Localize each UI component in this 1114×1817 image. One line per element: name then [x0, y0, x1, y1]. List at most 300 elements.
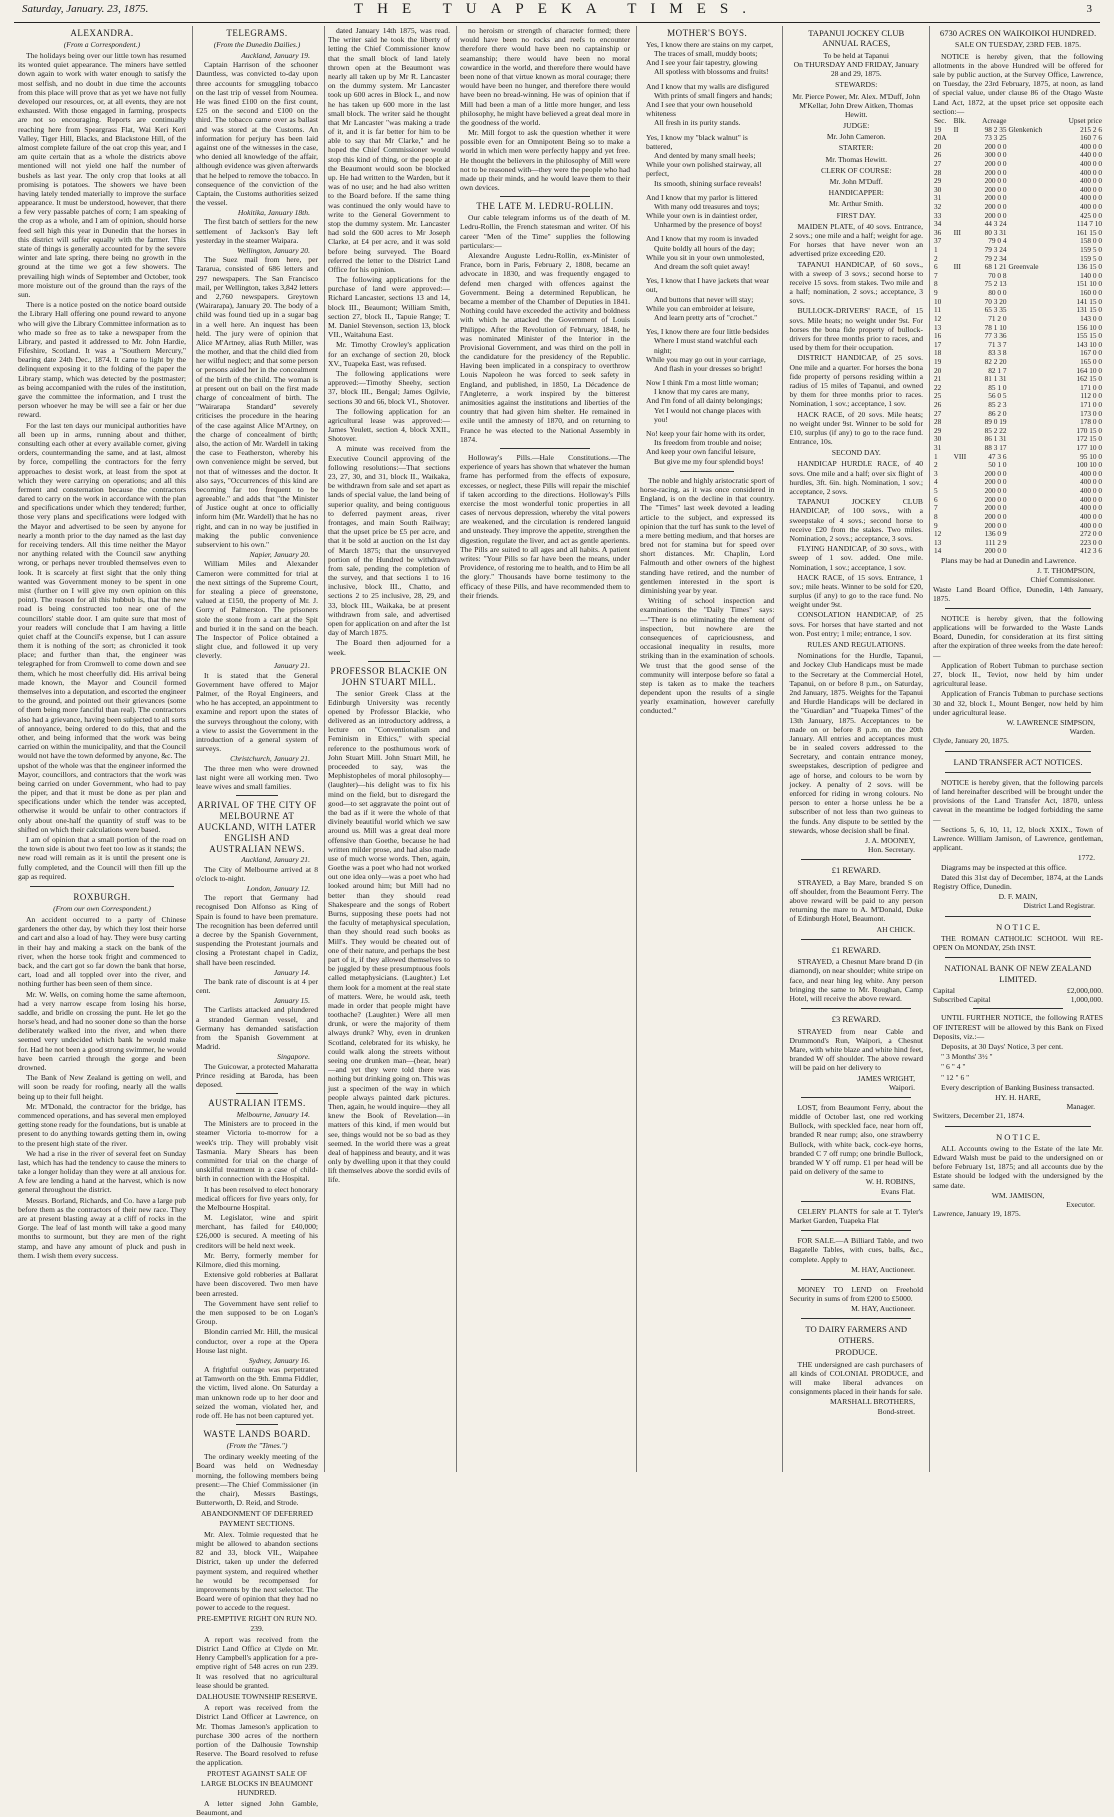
- table-cell: 27: [934, 408, 942, 418]
- divider: [500, 448, 590, 449]
- table-cell: [1007, 453, 1055, 462]
- bank-note: Every description of Banking Business transacted.: [941, 1082, 1095, 1092]
- jockey-club-title: TAPANUI JOCKEY CLUB ANNUAL RACES,: [808, 28, 905, 49]
- table-cell: 400 0 0: [1080, 201, 1102, 211]
- table-cell: 400 0 0: [1080, 468, 1102, 478]
- table-cell: [953, 203, 973, 212]
- table-cell: 200 0 0: [984, 158, 1007, 168]
- table-cell: VIII: [953, 451, 967, 461]
- poem-line: Yes, I know that I have jackets that wear out,: [646, 276, 770, 295]
- paragraph: A minute was received from the Executive Council approving of the following resolutions:—That sections 23, 27, 30, and 31, block II., Waikaka, be withdrawn from sale and set apart as lands of special value, the land being of superior quality, and being contiguous to deferred payment areas, river frontages, and main South Railway; that the upset price be £5 per acre, and that it be sold at auction on the 1st day of March 1875; that the unsurveyed portion of the Hundred be withdrawn from sale, pending the completion of the survey, and that sections 1 to 16 inclusive, block III., Chatto, and sections 2 to 25 inclusive, 28, 29, and 33, block III., Waikaka, be at present withdrawn from sale, and advertised open for application on and after the 1st day of March 1875.: [328, 444, 450, 638]
- table-row: [933, 186, 1103, 195]
- paragraph: Our cable telegram informs us of the death of M. Ledru-Rollin, the French statesman and writer. Of his career "Men of the Time" supplies the following particulars:—: [460, 213, 630, 250]
- table-row: [933, 341, 1103, 350]
- second-day-head: SECOND DAY.: [831, 448, 881, 458]
- table-cell: 11: [934, 305, 942, 315]
- paragraph: Mr. M'Donald, the contractor for the bridge, has commenced operations, and has several men employed getting stone ready for the foundations, but is unable at present to do anything towards getting them in, owing to the present high state of the river.: [18, 1101, 186, 1148]
- news-item: The first batch of settlers for the new settlement of Jackson's Bay left yesterday in the steamer Waipara.: [196, 217, 318, 245]
- jamison-signature: WM. JAMISON,: [991, 1190, 1045, 1200]
- table-header-cell: Sec.: [934, 115, 947, 125]
- divider: [236, 1093, 278, 1094]
- table-row: [933, 349, 1103, 358]
- table-row: [933, 513, 1103, 522]
- paragraph: Application of Francis Tubman to purchase sections 30 and 32, block I., Mount Benger, now held by him under agricultural lease.: [933, 689, 1103, 717]
- table-cell: 171 0 0: [1080, 400, 1102, 409]
- allotments-body: [933, 126, 1103, 556]
- table-cell: 200 0 0: [984, 468, 1007, 478]
- table-cell: [1007, 212, 1055, 221]
- table-cell: 178 0 0: [1080, 417, 1102, 427]
- table-cell: 20A: [934, 133, 947, 143]
- paragraph: The ordinary weekly meeting of the Board was held on Wednesday morning, the following members being present:—The Chief Commissioner (in the chair), Messrs Bastings, Butterworth, D. Reid, and Strode.: [196, 1452, 318, 1508]
- table-cell: [953, 349, 973, 358]
- paragraph: The following application for an agricultural lease was approved:—James Yeulett, section 4, block XXII., Shotover.: [328, 406, 450, 444]
- abandonment-text: Mr. Alex. Tolmie requested that he might be allowed to abandon sections 82 and 33, block VII., Waipahee District, taken up under the deferred payment system, and required whether he would be recompensed for improvements by the next selector. The Board were of opinion that they had no power to accede to the request.: [196, 1529, 318, 1613]
- notice2-text: ALL Accounts owing to the Estate of the late Mr. Edward Walsh must be paid to the undersigned on or before February 1st, 1875; and all accounts due by the Estate should be lodged with the undersigned by the same date.: [933, 1143, 1103, 1190]
- poem-line: And I know that my room is invaded: [646, 234, 758, 244]
- table-cell: [953, 496, 973, 505]
- billiard-signature: M. HAY, Auctioneer.: [851, 1264, 915, 1274]
- table-cell: 112 0 0: [1080, 391, 1102, 401]
- poem-stanza: [646, 276, 774, 322]
- table-cell: [1007, 332, 1055, 341]
- table-cell: [1007, 418, 1055, 427]
- clerk-head: CLERK OF COURSE:: [821, 165, 892, 175]
- table-cell: 159 5 0: [1080, 253, 1102, 263]
- table-cell: [1007, 375, 1055, 384]
- table-cell: 7: [934, 270, 938, 280]
- divider: [945, 772, 1091, 773]
- section-title-ledru-rollin: THE LATE M. LEDRU-ROLLIN.: [476, 201, 614, 212]
- dateline: January 14.: [273, 967, 310, 977]
- table-row: [933, 504, 1103, 513]
- column-2: [196, 26, 325, 1817]
- table-cell: 25: [934, 391, 942, 401]
- paragraph: The following applications for the purchase of land were approved:—Richard Lancaster, sections 13 and 14, block III., Beaumont; William Smith, section 27, block II., Tapuie Range; T. M. Daniel Stevenson, section 13, block VII., Waitahuna East.: [328, 275, 450, 340]
- table-cell: 440 0 0: [1080, 150, 1102, 160]
- section-title-alexandra: ALEXANDRA.: [70, 28, 134, 38]
- table-cell: 19: [934, 124, 942, 134]
- table-cell: [953, 418, 973, 427]
- poem-line: Its smooth, shining surface reveals!: [654, 178, 762, 188]
- table-cell: 160 0 0: [1080, 288, 1102, 298]
- table-cell: [1007, 143, 1055, 152]
- table-cell: 173 0 0: [1080, 408, 1102, 418]
- table-header-cell: Blk.: [953, 115, 966, 125]
- table-cell: 65 3 35: [984, 305, 1007, 315]
- telegram-items: [196, 51, 318, 791]
- table-cell: 143 10 0: [1076, 339, 1102, 349]
- table-cell: 200 0 0: [984, 486, 1007, 496]
- table-cell: [953, 237, 973, 246]
- divider: [801, 859, 911, 860]
- table-cell: 68 1 21: [984, 262, 1007, 272]
- table-cell: 29: [934, 425, 942, 435]
- table-cell: [953, 289, 973, 298]
- table-cell: [1007, 504, 1055, 513]
- table-cell: 114 7 10: [1076, 219, 1102, 229]
- paragraph: For the last ten days our municipal authorities have all been up in arms, running about and thither, consulting each other at every available corner, giving orders, countermanding the same, and at last, almost by force, compelling the contractors for the ferry approaches to desist work, at least from the spot at which they were carrying on operations; and all this ferment and consternation because the contractors dared to carry on the work in accordance with the plan and specifications under which they tendered; further, those very plans and specifications were lodged with the Mayor and advertised to be seen by anyone for nearly a month prior to the day named as the last day for receiving tenders. All this time neither the Mayor nor anything related with the Council saw anything wrong, or perhaps never troubled themselves even to look. It is scarcely at first sight that the only thing wanted was Government money to be spent in one mist (further on I will give my own opinion on this point). The reason for all this hubbub is, that the new road is being constructed too near one of the councillors' stable door. I am quite sure that most of your readers will conclude that I am having a little quiet chaff at the Council's expense, but I can assure them it is nothing of the sort; as chronicled it took place; and further than that, the engineer was telegraphed for from Cromwell to come down and see them, which he most cheerfully did. His arrival being made known, the Mayor and Council formed themselves into a deputation, and escorted the engineer to the ground, and pointed out their grievances (some of them being more fanciful than real). The contractors also had a grievance, having been subjected to all sorts of annoyance, being ordered to do this, that and the other, and being informed that the work was being carried on within the municipality, and that the Council would not have the town deformed by anyone, &c. The upshot of the whole was that the engineer informed the Mayor, councillors, and contractors that the work was being carried on under Government, who had to pay the piper, and that it must be done as per plan and specifications under which the tender was accepted, otherwise it would be unfair to other contractors if only about one-half the quantity of stuff was to be shifted on which their calculations were based.: [18, 420, 187, 834]
- table-cell: [953, 341, 973, 350]
- land-transfer-text: NOTICE is hereby given, that the following parcels of land hereinafter described will be brought under the provisions of the Land Transfer Act, 1870, unless caveat in the meantime be lodged forbidding the same—: [933, 777, 1103, 824]
- paragraph: TAPANUI HANDICAP, of 60 sovs., with a sweep of 3 sovs.; second horse to receive 15 sovs. from stakes. Two mile and a half; nomination, 2 sovs.; acceptance, 3 sovs.: [789, 259, 923, 306]
- table-cell: [1007, 349, 1055, 358]
- reward3-title: £3 REWARD.: [831, 1014, 881, 1025]
- lost-signature: W. H. ROBINS,: [865, 1177, 915, 1187]
- ledru-rollin-article: [460, 213, 630, 444]
- table-cell: 200 0 0: [984, 167, 1007, 177]
- table-row: [933, 229, 1103, 238]
- paragraph: Alexandre Auguste Ledru-Rollin, ex-Minister of France, born in Paris, February 2, 1808, became an advocate in 1830, and was frequently engaged to defend men charged with offences against the Government. Being a determined Republican, he became a member of the Chamber of Deputies in 1841. Nothing could have exceeded the activity and boldness with which he attacked the Government of Louis Philippe. After the Revolution of February, 1848, he was nominated Minister of the Interior in the Provisional Government, and was third on the poll in the candidature for the presidency of the Republic. Having been implicated in a conspiracy to overthrow Louis Napoleon he was forced to seek safety in England, and published, in 1850, La Décadence de l'Angleterre, a work inspired by the bitterest animosities against the institutions and liberties of the country that had given him shelter. He remained in exile until the amnesty of 1870, and on returning to France he was elected to the National Assembly in 1874.: [460, 251, 630, 444]
- table-cell: 16: [934, 331, 942, 341]
- rules-head: RULES AND REGULATIONS.: [807, 640, 906, 650]
- poem-line: And I see your fair tapestry, glowing: [646, 58, 758, 68]
- produce-title: PRODUCE.: [835, 1347, 878, 1358]
- table-cell: 425 0 0: [1080, 210, 1102, 220]
- table-row: [933, 246, 1103, 255]
- table-cell: [1007, 427, 1055, 436]
- paragraph: Mr. Mill forgot to ask the question whether it were possible even for an Omnipotent Being so to make a world in which men were perfectly happy and yet free. He thought the believers in the philosophy of Mill were not to be reasoned with—they were the people who had made up their minds, and he would leave them to their own devices.: [460, 128, 630, 193]
- table-cell: [953, 375, 973, 384]
- table-cell: 13: [934, 322, 942, 332]
- table-cell: 200 0 0: [984, 494, 1007, 504]
- table-cell: 155 15 0: [1076, 331, 1102, 341]
- poem-line: Yes, I know my "black walnut" is battered,: [646, 132, 748, 151]
- table-cell: 200 0 0: [984, 210, 1007, 220]
- table-cell: [1007, 470, 1055, 479]
- subscribed-row: [933, 995, 1103, 1004]
- table-cell: 164 10 0: [1076, 365, 1102, 375]
- table-row: [933, 478, 1103, 487]
- table-row: [933, 522, 1103, 531]
- thompson-place: Waste Land Board Office, Dunedin, 14th January, 1875.: [933, 584, 1103, 603]
- land-transfer-number: 1772.: [1077, 853, 1095, 863]
- table-cell: [953, 384, 973, 393]
- paragraph: BULLOCK-DRIVERS' RACE, of 15 sovs. Mile heats; no weight under 9st. For horses the bona fide property of bullock-drivers for three months prior to races, and used by them for their occupation.: [789, 306, 923, 353]
- protest-text: A letter signed John Gamble, Beaumont, and: [196, 1799, 318, 1817]
- table-cell: 8: [934, 511, 938, 521]
- poem-stanza: [646, 378, 774, 424]
- news-item: Captain Harrison of the schooner Dauntless, was convicted to-day upon three accounts for smuggling tobacco on the last trip of vessel from Noumea. He was fined £100 on the first count, £25 on the second and £100 on the third. The tobacco came over as ballast and was stored at the Customs. An information for perjury has been laid against one of the witnesses in the case, who denied all knowledge of the affair, although evidence was given afterwards that he helped to remove the tobacco. In consequence of the conviction of the Captain, the Customs authorities seized the vessel.: [196, 60, 318, 208]
- table-cell: [953, 151, 973, 160]
- reward3-place: Waipori.: [888, 1082, 915, 1092]
- table-row: [933, 496, 1103, 505]
- paragraph: Mr. Timothy Crowley's application for an exchange of section 20, block XV., Tuapeka East, was refused.: [328, 340, 450, 368]
- table-cell: [953, 332, 973, 341]
- paragraph: The senior Greek Class at the Edinburgh University was recently opened by Professor Blackie, who delivered as an introductory address, a lecture on "Conventionalism and Feminism in Ethics," with special reference to the posthumous work of John Stuart Mill. John Stuart Mill, he proceeded to say, was the Mephistopheles of moral philosophy—(laughter)—his delight was to fix his mind on the field, but to disregard the good—to set aggravate the point out of the bad as if it were the whole of that divinely beautiful world which we saw around us. Mill was a great deal more offensive than Goethe, because he had written milder prose, and had also made use of much worse words. Then, again, Goethe was a poet who had not worked out one idea only—was a poet who had looked around him; but Mill had no better than they should read Shakespeare and the songs of Robert Burns, supposing these poets had not the faculty of metaphysical speculation, than they should read such books as Mill's. They would be cheated out of one of their nature, and perhaps the best part of it, if they allowed themselves to be juggled by these presumptuous fools called metaphysicians. (Laughter.) Let them look for a moment at the real state of matters. Were, he would ask, teeth made in order that people might have toothache? (Laughter.) Were all men drunk, or were the majority of them always drunk? Why, even in drunken Scotland, celebrated for its whisky, he could walk along the streets without seeing one drunken man—(hear, hear)—and yet they were told there was nothing but drinking going on. This was just a specimen of the way in which people always painted dark pictures. Then, again, he would inquire—they all knew the Book of Revelation—in matters of this kind, if men would but see, things would not be so bad as they seemed. In the world there was a great deal of happiness and beauty, and it was only by dwelling upon it that they could lift themselves above the sordid evils of life.: [328, 688, 450, 1185]
- dateline: January 15.: [273, 996, 310, 1006]
- clerk-name: Mr. John M'Duff.: [829, 177, 883, 187]
- capital-value: £2,000,000.: [1066, 986, 1103, 996]
- table-row: [933, 169, 1103, 178]
- table-row: [933, 237, 1103, 246]
- news-item: William Miles and Alexander Cameron were committed for trial at the next sittings of the Supreme Court, for stealing a piece of greenstone, valued at £150, the property of Mr. J. Gorry of Palmerston. The prisoners stole the stone from a cart at the Spit and buried it in the sand on the beach. The Inspector of Police obtained a slight clue, and followed it up very cleverly.: [196, 559, 318, 661]
- table-cell: 95 10 0: [1080, 451, 1102, 461]
- poem-line: While you sit in your own unmolested,: [646, 252, 765, 262]
- table-cell: 12: [934, 313, 942, 323]
- news-item: The City of Melbourne arrived at 8 o'clock to-night.: [196, 864, 318, 883]
- table-cell: [953, 470, 973, 479]
- section-sub-alexandra: (From a Correspondent.): [63, 39, 141, 49]
- section-title-arrival: ARRIVAL OF THE CITY OF MELBOURNE AT AUCKLAND, WITH LATER ENGLISH AND AUSTRALIAN NEWS.: [197, 800, 317, 854]
- lost-bullocks-text: LOST, from Beaumont Ferry, about the middle of October last, one red working Bullock, with speckled face, near horn off, branded R near rump; also, one strawberry Bullock, with white back, cock-eye horns, branded C 7 off rump; one brindle Bullock, branded W Y off rump. £1 per head will be paid on delivery of the same to: [789, 1102, 923, 1177]
- diagrams-note: Diagrams may be inspected at this office.: [941, 862, 1067, 872]
- news-item: A frightful outrage was perpetrated at Tamworth on the 9th. Emma Fiddler, the victim, lived alone. On Saturday a man unknown rode up to her door and seized the woman, violated her, and rode off. He has not been captured yet.: [196, 1365, 318, 1420]
- table-cell: [953, 324, 973, 333]
- table-cell: 44 3 24: [984, 219, 1007, 229]
- table-cell: [953, 427, 973, 436]
- divider: [945, 1126, 1091, 1127]
- table-cell: 1: [934, 245, 938, 255]
- poem-body: [640, 40, 774, 466]
- table-row: [933, 487, 1103, 496]
- table-cell: 140 0 0: [1080, 270, 1102, 280]
- hare-role: Manager.: [1066, 1102, 1095, 1112]
- dateline: Singapore.: [277, 1052, 310, 1062]
- section-title-australian: AUSTRALIAN ITEMS.: [208, 1098, 306, 1109]
- table-cell: [953, 539, 973, 548]
- rates-list: [933, 1042, 1103, 1082]
- table-cell: 98 2 35: [984, 124, 1007, 134]
- table-cell: [953, 401, 973, 410]
- table-cell: [1007, 341, 1055, 350]
- table-cell: 81 1 31: [984, 374, 1007, 384]
- mooney-signature: J. A. MOONEY,: [865, 835, 915, 845]
- section-title-waste-lands: WASTE LANDS BOARD.: [203, 1429, 311, 1440]
- table-cell: [1007, 496, 1055, 505]
- capital-row: [933, 986, 1103, 995]
- sale-text: NOTICE is hereby given, that the following allotments in the above Hundred will be offered for sale by public auction, at the Survey Office, Lawrence, on Tuesday, the 23rd February, 1875, at noon, as land of special value, under clause 86 of the Otago Waste Land Act, 1872, at the upset price set opposite each section:—: [933, 51, 1103, 116]
- money-ad: MONEY TO LEND on Freehold Security in sums of from £200 to £5000.: [789, 1284, 923, 1304]
- table-cell: 177 10 0: [1076, 443, 1102, 453]
- news-item: It has been resolved to elect honorary medical officers for five years only, for the Melbourne Hospital.: [196, 1184, 318, 1212]
- table-cell: [1007, 186, 1055, 195]
- table-row: [933, 177, 1103, 186]
- section-title-mill: PROFESSOR BLACKIE ON JOHN STUART MILL.: [330, 665, 448, 687]
- table-cell: [1007, 280, 1055, 289]
- table-cell: 171 0 0: [1080, 382, 1102, 392]
- billiard-ad: FOR SALE.—A Billiard Table, and two Bagatelle Tables, with cues, balls, &c., complete. Apply to: [789, 1236, 923, 1264]
- poem-line: With many odd treasures and toys;: [654, 201, 760, 211]
- subscribed-value: 1,000,000.: [1070, 995, 1103, 1005]
- alexandra-article: [18, 51, 186, 881]
- table-cell: 200 0 0: [984, 201, 1007, 211]
- australian-items: [196, 1110, 318, 1420]
- poem-line: Yes, I know there are four little bedsides: [646, 327, 769, 337]
- table-cell: [1007, 237, 1055, 246]
- paragraph: Messrs. Borland, Richards, and Co. have a large pub before them as the contractors of their new race. They are at present blasting away at a cliff of rocks in the Gorge. The leaf of last month will take a good many months to surmount, but they are men of the right stamp, and have any amount of pluck and push in them. I wish them every success.: [18, 1195, 186, 1260]
- notice2-heading: N O T I C E.: [995, 1131, 1041, 1142]
- table-cell: 400 0 0: [1080, 477, 1102, 487]
- table-cell: 14: [934, 546, 942, 556]
- table-cell: 79 0 4: [988, 236, 1007, 246]
- paragraph: HACK RACE, of 20 sovs. Mile heats; no weight under 9st. Winner to be sold for £10, surplus (if any) to go to the race fund. Entrance, 10s.: [789, 409, 923, 447]
- starter-head: STARTER:: [838, 143, 874, 153]
- table-row: [933, 151, 1103, 160]
- table-cell: [1007, 435, 1055, 444]
- table-cell: 158 0 0: [1080, 236, 1102, 246]
- poem-line: I know that my cares are many,: [654, 387, 750, 397]
- celery-ad: CELERY PLANTS for sale at T. Tyler's Market Garden, Tuapeka Flat: [789, 1206, 923, 1225]
- table-cell: [953, 177, 973, 186]
- arrival-items: [196, 855, 318, 1089]
- main-role: District Land Registrar.: [1023, 901, 1095, 911]
- jamison-role: Executor.: [1066, 1200, 1095, 1210]
- jamison-place: Lawrence, January 19, 1875.: [933, 1209, 1021, 1219]
- table-cell: [1007, 487, 1055, 496]
- table-cell: 70 0 8: [988, 270, 1007, 280]
- table-cell: 85 2 3: [988, 400, 1007, 409]
- poem-line: While you can embroider at leisure,: [646, 303, 755, 313]
- poem-stanza: [646, 82, 774, 128]
- poem-line: And dream the soft quiet away!: [654, 262, 750, 271]
- poem-line: Quite boldly all hours of the day;: [654, 243, 755, 253]
- section-title-telegrams: TELEGRAMS.: [226, 28, 288, 38]
- table-cell: 33: [934, 210, 942, 220]
- poem-line: All fresh in its purity stands.: [654, 118, 741, 128]
- table-cell: 200 0 0: [984, 503, 1007, 513]
- table-cell: 17: [934, 339, 942, 349]
- table-cell: [953, 298, 973, 307]
- table-cell: 300 0 0: [984, 150, 1007, 160]
- table-cell: 78 1 10: [984, 322, 1007, 332]
- poem-line: Now I think I'm a most little woman;: [646, 378, 759, 388]
- subhead-preemptive: PRE-EMPTIVE RIGHT ON RUN NO. 239.: [197, 1614, 317, 1633]
- table-row: [933, 384, 1103, 393]
- poem-line: Where I must stand watchful each night;: [654, 336, 758, 355]
- land-transfer-title: LAND TRANSFER ACT NOTICES.: [953, 756, 1083, 767]
- table-header-cell: Upset price: [1068, 115, 1102, 125]
- dairy-title: TO DAIRY FARMERS AND OTHERS.: [805, 1324, 908, 1345]
- table-cell: 2: [934, 253, 938, 263]
- table-cell: 143 0 0: [1080, 313, 1102, 323]
- waste-lands-continued: [328, 26, 450, 657]
- table-cell: [1007, 220, 1055, 229]
- table-cell: 400 0 0: [1080, 141, 1102, 151]
- table-cell: 82 1 7: [988, 365, 1007, 375]
- table-cell: [953, 143, 973, 152]
- table-cell: [953, 315, 973, 324]
- produce-text: THE undersigned are cash purchasers of all kinds of COLONIAL PRODUCE, and will make liberal advances on consignments placed in their hands for sale.: [789, 1359, 923, 1397]
- table-cell: 200 0 0: [984, 520, 1007, 530]
- second-day-races: [789, 459, 923, 638]
- table-cell: [1007, 306, 1055, 315]
- table-cell: 73 3 25: [984, 133, 1007, 143]
- paragraph: Mr. W. Wells, on coming home the same afternoon, had a very narrow escape from losing his horse, saddle, and bridle on crossing the punt. He let go the horse's head, and had no sooner done so than the horse deliberately walked into the river, and when there seemed very undecided which bank he would make for. Had he not been a good strong swimmer, he would have been carried through the gorge and been drowned.: [18, 989, 186, 1072]
- divider: [801, 1230, 911, 1231]
- handicapper-head: HANDICAPPER:: [828, 188, 884, 198]
- stewards-head: STEWARDS:: [835, 80, 878, 90]
- divider: [973, 1008, 1063, 1009]
- judge-head: JUDGE:: [843, 121, 870, 131]
- mooney-role: Hon. Secretary.: [868, 845, 915, 855]
- table-cell: 165 0 0: [1080, 356, 1102, 366]
- table-cell: 8: [934, 279, 938, 289]
- table-cell: [953, 306, 973, 315]
- table-cell: 85 1 0: [988, 382, 1007, 392]
- dateline: Auckland, January 19.: [241, 51, 310, 61]
- table-cell: [1007, 151, 1055, 160]
- table-cell: [1007, 203, 1055, 212]
- table-row: [933, 160, 1103, 169]
- table-cell: [1007, 522, 1055, 531]
- table-cell: 4: [934, 477, 938, 487]
- paragraph: FLYING HANDICAP, of 30 sovs., with sweep of 1 sov. added. One mile. Nomination, 1 sov.; acceptance, 1 sov.: [789, 544, 923, 572]
- table-cell: [953, 272, 973, 281]
- table-cell: 200 0 0: [984, 193, 1007, 203]
- table-cell: 30: [934, 184, 942, 194]
- paragraph: " 6 " 4 ": [941, 1062, 966, 1072]
- news-item: Blondin carried Mr. Hill, the musical conductor, over a rope at the Opera House last night.: [196, 1327, 318, 1355]
- subhead-protest: PROTEST AGAINST SALE OF LARGE BLOCKS IN BEAUMONT HUNDRED.: [200, 1769, 313, 1797]
- table-row: [933, 203, 1103, 212]
- news-item: M. Legislator, wine and spirit merchant, has failed for £40,000; £26,000 is secured. A meeting of his creditors will be held next week.: [196, 1213, 318, 1250]
- poem-line: But give me my four splendid boys!: [654, 456, 764, 466]
- paragraph: dated January 14th 1875, was read. The writer said he took the liberty of letting the Chief Commissioner know that the small block of land lately thrown open at the Beaumont was nearly all taken up by Mr R. Lancaster on the dummy system. Mr Lancaster took up 600 acres in Block L, and now he has taken up 600 more in the last small block. The writer said he thought that Mr Lancaster "was making a trade of it, and it is far better for him to be able to say that Mr Clarke," and he hoped the Chief Commissioner would stop this kind of thing, or the people at the Beaumont would soon be blocked up. He had written to the Warden, but it was of no use; and he had also written to the Board before. If the same thing was continued the only would have to write to the General Government to stop the dummy system. Mr. Lancaster had sold the 600 acres to Mr Joseph Clarke, at £4 per acre, and it was sold before being surveyed. The Board referred the letter to the District Land Office for his opinion.: [328, 26, 450, 274]
- divider: [801, 1279, 911, 1280]
- news-item: Extensive gold robberies at Ballarat have been discovered. Two men have been arrested.: [196, 1270, 318, 1298]
- table-cell: [953, 367, 973, 376]
- subhead-dalhousie: DALHOUSIE TOWNSHIP RESERVE.: [196, 1691, 318, 1701]
- poem-stanza: [646, 193, 774, 230]
- table-cell: 215 2 6: [1080, 124, 1102, 134]
- table-cell: 82 2 20: [984, 356, 1007, 366]
- table-cell: [953, 280, 973, 289]
- divider: [236, 1424, 278, 1425]
- table-row: [933, 470, 1103, 479]
- news-item: The Government have sent relief to the men supposed to be on Logan's Group.: [196, 1298, 318, 1327]
- divider: [500, 196, 590, 197]
- poem-line: And keep your own fanciful leisure,: [646, 447, 756, 457]
- paragraph: " 12 " 6 ": [941, 1072, 970, 1082]
- table-cell: 2: [934, 460, 938, 470]
- table-cell: [1007, 160, 1055, 169]
- table-cell: 18: [934, 348, 942, 358]
- masthead: [14, 0, 1100, 23]
- table-cell: 200 0 0: [984, 511, 1007, 521]
- paragraph: Deposits, at 30 Days' Notice, 3 per cent.: [941, 1042, 1063, 1052]
- table-cell: [953, 478, 973, 487]
- poem-stanza: [646, 133, 774, 188]
- news-item: The Guicowar, a protected Maharatta Prince residing at Baroda, has been deposed.: [196, 1061, 318, 1089]
- table-cell: 400 0 0: [1080, 511, 1102, 521]
- table-cell: Greenvale: [1008, 262, 1039, 272]
- table-cell: 272 0 0: [1080, 529, 1102, 539]
- poem-line: And dented by many small heels;: [654, 150, 756, 160]
- news-item: The Ministers are to proceed in the steamer Victoria to-morrow for a week's trip. They will probably visit Tasmania. Mary Shears has been committed for trial on the charge of unskilful treatment in a case of child-birth in connection with the Hospital.: [196, 1119, 318, 1184]
- table-cell: [953, 547, 973, 556]
- paragraph: The Board then adjourned for a week.: [328, 638, 450, 657]
- table-cell: 50 1 0: [988, 460, 1007, 470]
- section-sub-telegrams: (From the Dunedin Dailies.): [213, 39, 301, 49]
- dateline: Wellington, January 20.: [237, 246, 310, 255]
- poem-line: No! keep your fair home with its order,: [646, 429, 766, 438]
- table-cell: [953, 435, 973, 444]
- dated-note: Dated this 31st day of December, 1874, at the Lands Registry Office, Dunedin.: [933, 872, 1103, 891]
- dateline: Sydney, January 16.: [248, 1355, 310, 1365]
- dateline: Christchurch, January 21.: [230, 754, 310, 764]
- dateline: Auckland, January 21.: [241, 855, 310, 865]
- table-cell: 111 2 9: [985, 537, 1007, 547]
- table-cell: 9: [934, 288, 938, 298]
- table-cell: [1007, 246, 1055, 255]
- table-row: [933, 134, 1103, 143]
- column-4: [460, 26, 637, 1472]
- school-inspection-article: Writing of school inspection and examinations the "Daily Times" says:—"There is no eliminating the element of inspection, but nowhere are the consequences of capriciousness, and occasional inequality in results, more striking than in the examination of schools. We trust that the good sense of the community will interpose before so fatal a step is taken as to make the teachers dependent upon the results of a single yearly examination, however carefully conducted.": [640, 596, 775, 716]
- table-cell: [1007, 392, 1055, 401]
- table-cell: 412 3 6: [1080, 546, 1102, 556]
- section-sub-waste-lands: (From the "Times."): [226, 1441, 288, 1451]
